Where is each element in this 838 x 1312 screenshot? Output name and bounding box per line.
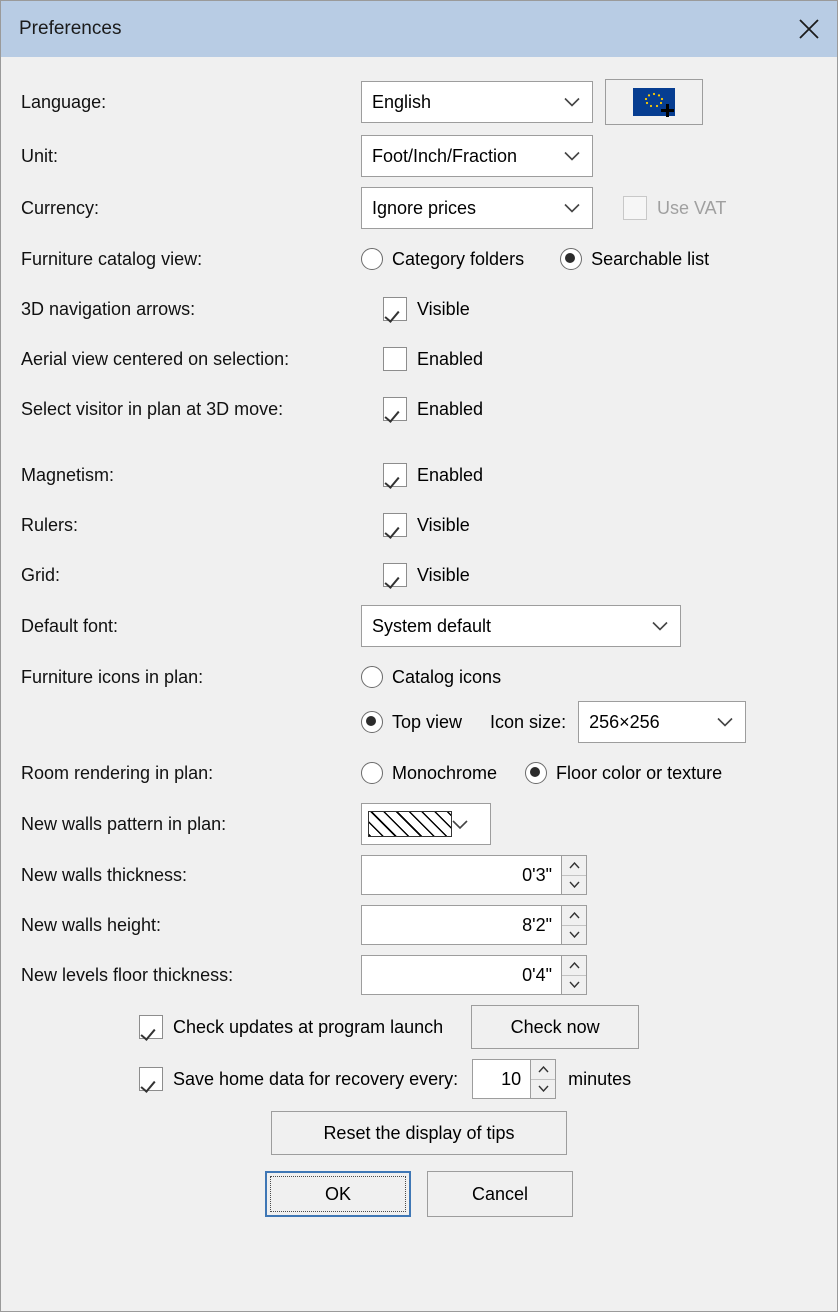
- chevron-down-icon: [652, 616, 668, 637]
- furniture-catalog-view-label: Furniture catalog view:: [21, 248, 203, 269]
- radio-catalog-icons-label: Catalog icons: [392, 666, 502, 687]
- language-select[interactable]: [361, 81, 593, 123]
- spin-down-icon[interactable]: [562, 976, 586, 995]
- autosave-interval-stepper[interactable]: [472, 1059, 556, 1099]
- eu-flag-icon: [633, 88, 675, 116]
- default-font-label: Default font:: [21, 615, 119, 636]
- plus-icon: [661, 104, 674, 117]
- radio-floor-color-or-texture[interactable]: [525, 762, 722, 784]
- checkbox-box: [139, 1067, 163, 1091]
- default-font-select[interactable]: [361, 605, 681, 647]
- radio-button: [361, 666, 383, 688]
- walls-thickness-label: New walls thickness:: [21, 864, 188, 885]
- rulers-label: Rulers:: [21, 514, 79, 535]
- autosave-label: Save home data for recovery every:: [173, 1068, 459, 1089]
- radio-category-folders[interactable]: [361, 248, 524, 270]
- radio-floor-color-or-texture-label: Floor color or texture: [556, 762, 723, 783]
- room-rendering-label: Room rendering in plan:: [21, 762, 214, 783]
- aerial-view-checkbox[interactable]: [383, 347, 483, 371]
- ok-button[interactable]: [265, 1171, 411, 1217]
- row-furniture-icons: [21, 657, 817, 697]
- autosave-spin-buttons[interactable]: [530, 1059, 556, 1099]
- spin-up-icon[interactable]: [562, 906, 586, 926]
- magnetism-check-label: Enabled: [417, 464, 484, 485]
- spin-down-icon[interactable]: [562, 876, 586, 895]
- aerial-view-check-label: Enabled: [417, 348, 484, 369]
- furniture-icons-label: Furniture icons in plan:: [21, 666, 204, 687]
- radio-catalog-icons[interactable]: [361, 666, 501, 688]
- close-button[interactable]: [781, 1, 837, 57]
- currency-select[interactable]: [361, 187, 593, 229]
- check-now-button[interactable]: Check now: [471, 1005, 639, 1049]
- radio-monochrome-label: Monochrome: [392, 762, 498, 783]
- radio-top-view[interactable]: [361, 711, 462, 733]
- row-furniture-catalog-view: [21, 239, 817, 279]
- checkbox-box: [383, 397, 407, 421]
- spin-up-icon[interactable]: [562, 856, 586, 876]
- select-visitor-checkbox[interactable]: [383, 397, 483, 421]
- row-select-visitor: [21, 389, 817, 429]
- walls-pattern-select[interactable]: [361, 803, 491, 845]
- row-autosave: [139, 1059, 817, 1099]
- walls-height-spin-buttons[interactable]: [561, 905, 587, 945]
- radio-button: [361, 762, 383, 784]
- language-label: Language:: [21, 91, 107, 112]
- magnetism-checkbox[interactable]: [383, 463, 483, 487]
- unit-value: Foot/Inch/Fraction: [372, 145, 518, 166]
- dialog-button-row: [21, 1171, 817, 1217]
- radio-searchable-list-label: Searchable list: [591, 248, 710, 269]
- icon-size-label: Icon size:: [490, 711, 567, 732]
- currency-value: Ignore prices: [372, 197, 477, 218]
- rulers-checkbox[interactable]: [383, 513, 470, 537]
- floor-thickness-label: New levels floor thickness:: [21, 964, 234, 985]
- radio-button: [361, 711, 383, 733]
- checkbox-box: [383, 297, 407, 321]
- grid-checkbox[interactable]: [383, 563, 470, 587]
- floor-thickness-stepper[interactable]: [361, 955, 587, 995]
- row-rulers: [21, 505, 817, 545]
- select-visitor-label: Select visitor in plan at 3D move:: [21, 398, 284, 419]
- radio-monochrome[interactable]: [361, 762, 497, 784]
- use-vat-checkbox[interactable]: [623, 196, 726, 220]
- spin-up-icon[interactable]: [562, 956, 586, 976]
- default-font-value: System default: [372, 615, 492, 636]
- row-floor-thickness: [21, 955, 817, 995]
- row-language: [21, 79, 817, 125]
- cancel-button[interactable]: Cancel: [427, 1171, 573, 1217]
- row-walls-pattern: [21, 803, 817, 845]
- row-furniture-icons-topview: [21, 701, 817, 743]
- dialog-title: Preferences: [19, 18, 122, 39]
- row-3d-navigation-arrows: [21, 289, 817, 329]
- walls-thickness-spin-buttons[interactable]: [561, 855, 587, 895]
- grid-label: Grid:: [21, 564, 61, 585]
- radio-button: [560, 248, 582, 270]
- floor-thickness-spin-buttons[interactable]: [561, 955, 587, 995]
- row-magnetism: [21, 455, 817, 495]
- focus-ring: [270, 1176, 406, 1212]
- navigation-arrows-checkbox[interactable]: [383, 297, 470, 321]
- language-value: English: [372, 91, 432, 112]
- row-aerial-view: [21, 339, 817, 379]
- autosave-checkbox[interactable]: [139, 1067, 458, 1091]
- checkbox-box: [383, 347, 407, 371]
- ok-button-label: OK: [324, 1183, 351, 1204]
- magnetism-label: Magnetism:: [21, 464, 115, 485]
- radio-top-view-label: Top view: [392, 711, 463, 732]
- walls-thickness-stepper[interactable]: [361, 855, 587, 895]
- chevron-down-icon: [564, 198, 580, 219]
- preferences-form: [1, 57, 837, 1217]
- navigation-arrows-label: 3D navigation arrows:: [21, 298, 196, 319]
- checkbox-box: [383, 463, 407, 487]
- section-spacer: [21, 439, 817, 455]
- language-flag-add-button[interactable]: [605, 79, 703, 125]
- select-visitor-check-label: Enabled: [417, 398, 484, 419]
- currency-label: Currency:: [21, 197, 100, 218]
- walls-height-input[interactable]: 8'2": [361, 905, 561, 945]
- autosave-interval-input[interactable]: 10: [472, 1059, 530, 1099]
- floor-thickness-input[interactable]: 0'4": [361, 955, 561, 995]
- walls-pattern-label: New walls pattern in plan:: [21, 813, 227, 834]
- navigation-arrows-check-label: Visible: [417, 298, 470, 319]
- icon-size-value: 256×256: [589, 711, 660, 732]
- radio-button: [525, 762, 547, 784]
- spin-down-icon[interactable]: [531, 1080, 555, 1099]
- checkbox-box: [383, 563, 407, 587]
- chevron-down-icon: [564, 92, 580, 113]
- radio-searchable-list[interactable]: [560, 248, 709, 270]
- row-default-font: [21, 605, 817, 647]
- walls-height-label: New walls height:: [21, 914, 162, 935]
- reset-tips-button[interactable]: Reset the display of tips: [271, 1111, 567, 1155]
- unit-label: Unit:: [21, 145, 59, 166]
- spin-down-icon[interactable]: [562, 926, 586, 945]
- row-walls-height: [21, 905, 817, 945]
- row-currency: [21, 187, 817, 229]
- row-walls-thickness: [21, 855, 817, 895]
- row-reset-tips: [21, 1111, 817, 1155]
- row-check-updates: [139, 1005, 817, 1049]
- hatch-diagonal-pattern-icon: [368, 811, 452, 837]
- aerial-view-label: Aerial view centered on selection:: [21, 348, 290, 369]
- grid-check-label: Visible: [417, 564, 470, 585]
- rulers-check-label: Visible: [417, 514, 470, 535]
- icon-size-select[interactable]: [578, 701, 746, 743]
- check-updates-checkbox[interactable]: [139, 1015, 443, 1039]
- checkbox-box: [623, 196, 647, 220]
- checkbox-box: [139, 1015, 163, 1039]
- unit-select[interactable]: [361, 135, 593, 177]
- walls-height-stepper[interactable]: [361, 905, 587, 945]
- row-room-rendering: [21, 753, 817, 793]
- spin-up-icon[interactable]: [531, 1060, 555, 1080]
- check-updates-label: Check updates at program launch: [173, 1016, 444, 1037]
- use-vat-label: Use VAT: [657, 197, 727, 218]
- close-icon: [797, 17, 821, 41]
- chevron-down-icon: [452, 814, 468, 835]
- radio-button: [361, 248, 383, 270]
- row-grid: [21, 555, 817, 595]
- autosave-unit-label: minutes: [568, 1068, 632, 1089]
- chevron-down-icon: [717, 712, 733, 733]
- walls-thickness-input[interactable]: 0'3": [361, 855, 561, 895]
- row-unit: [21, 135, 817, 177]
- dialog-titlebar: [1, 1, 837, 57]
- radio-category-folders-label: Category folders: [392, 248, 525, 269]
- chevron-down-icon: [564, 146, 580, 167]
- checkbox-box: [383, 513, 407, 537]
